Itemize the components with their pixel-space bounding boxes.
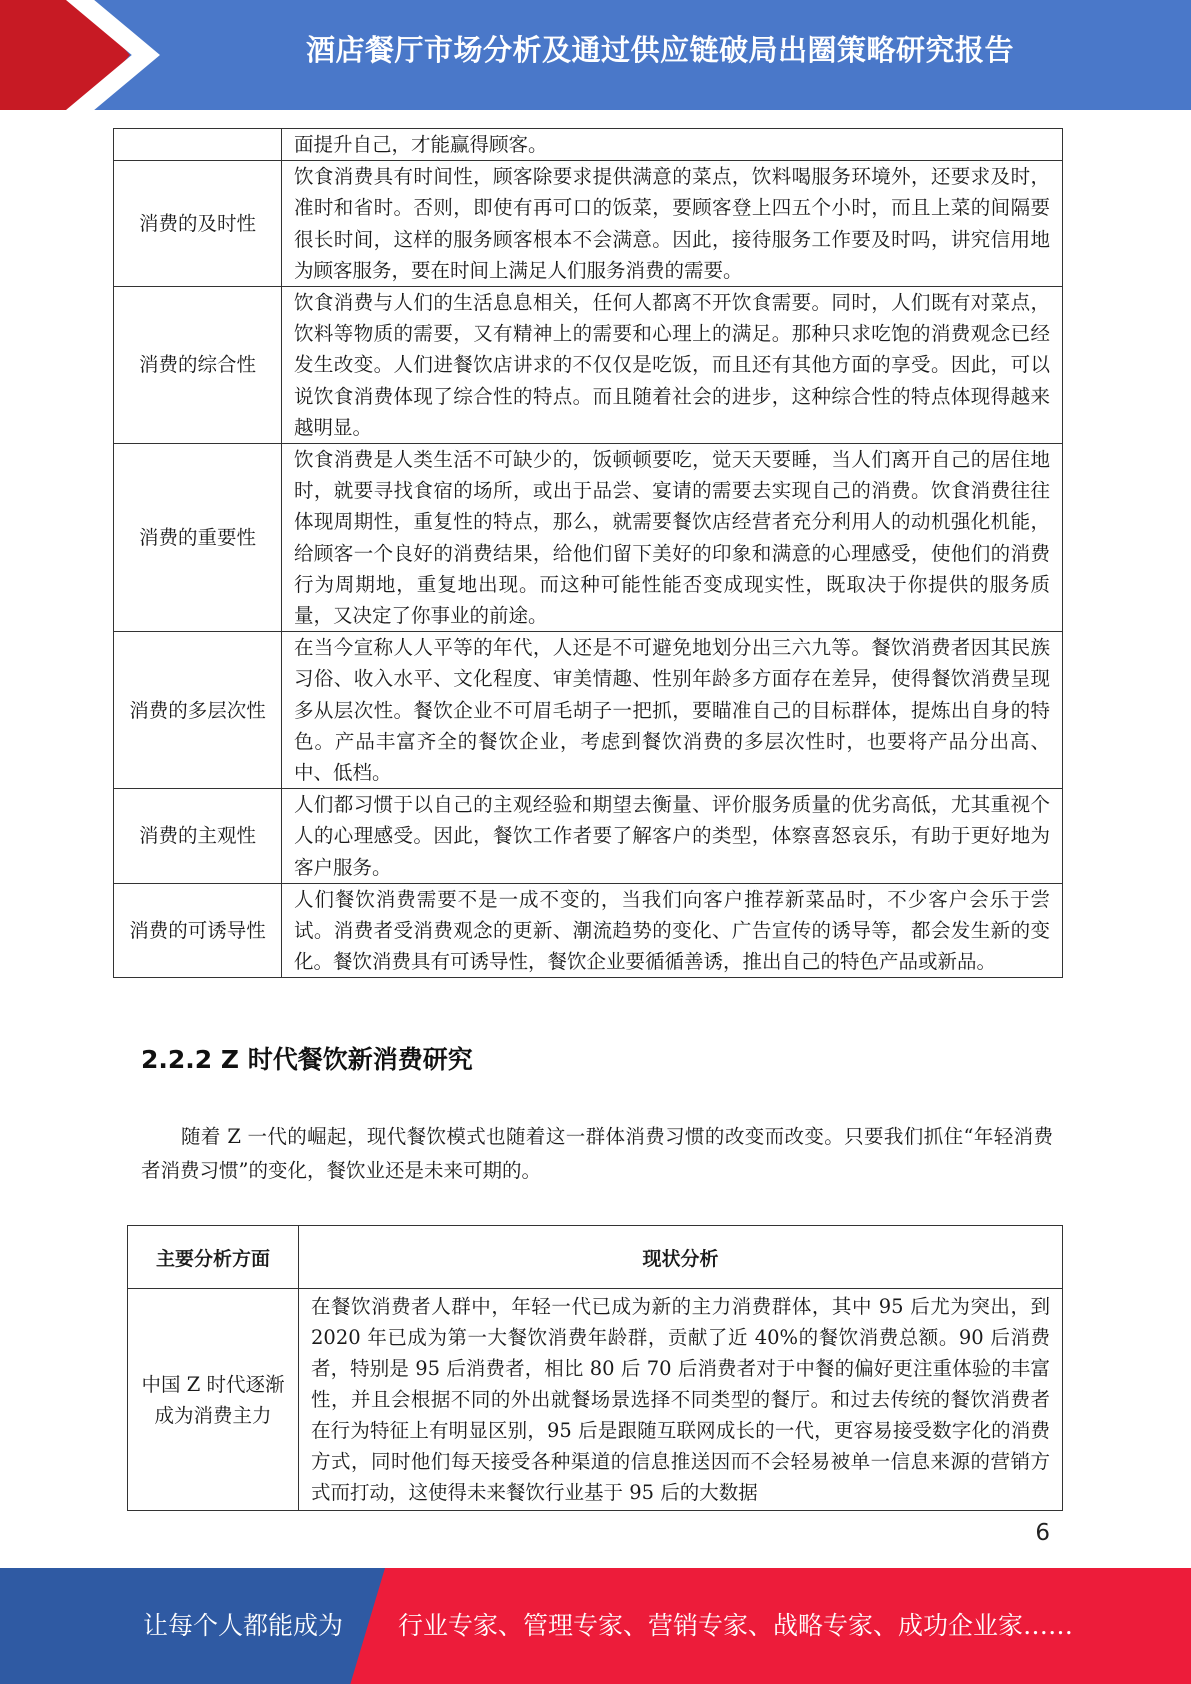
row-label: 中国 Z 时代逐渐成为消费主力 [128,1289,299,1511]
table-row [114,883,1063,978]
table-row [114,789,1063,884]
page-footer [0,1568,1191,1684]
footer-slogan-right: 行业专家、管理专家、营销专家、战略专家、成功企业家…… [398,1611,1074,1640]
table-row [114,161,1063,287]
section-heading: 2.2.2 Z 时代餐饮新消费研究 [141,1045,473,1074]
report-title: 酒店餐厅市场分析及通过供应链破局出圈策略研究报告 [305,33,1014,67]
page-header [0,0,1191,110]
row-label: 消费的主观性 [114,789,282,884]
row-label: 消费的可诱导性 [114,883,282,978]
consumption-characteristics-table [113,128,1063,978]
column-header-aspect: 主要分析方面 [128,1226,299,1289]
row-description: 在当今宣称人人平等的年代，人还是不可避免地划分出三六九等。餐饮消费者因其民族习俗、收入水平、文化程度、审美情趣、性别年龄多方面存在差异，使得餐饮消费呈现多从层次性。餐饮企业不可眉毛胡子一把抓，要瞄准自己的目标群体，提炼出自身的特色。产品丰富齐全的餐饮企业，考虑到餐饮消费的多层次性时，也要将产品分出高、中、低档。 [282,632,1063,789]
table-row [114,632,1063,789]
row-label: 消费的综合性 [114,287,282,444]
table-header-row [128,1226,1063,1289]
footer-slogan-left: 让每个人都能成为 [143,1611,344,1640]
row-description: 面提升自己，才能赢得顾客。 [282,129,1063,161]
row-description: 在餐饮消费者人群中，年轻一代已成为新的主力消费群体，其中 95 后尤为突出，到 2020 年已成为第一大餐饮消费年龄群，贡献了近 40%的餐饮消费总额。90 后消费者，特别是 95 后消费者，相比 80 后 70 后消费者对于中餐的偏好更注重体验的丰富性，并且会根据不同的外出就餐场景选择不同类型的餐厅。和过去传统的餐饮消费者在行为特征上有明显区别，95 后是跟随互联网成长的一代，更容易接受数字化的消费方式，同时他们每天接受各种渠道的信息推送因而不会轻易被单一信息来源的营销方式而打动，这使得未来餐饮行业基于 95 后的大数据 [299,1289,1063,1511]
table-row [114,287,1063,444]
row-description: 饮食消费与人们的生活息息相关，任何人都离不开饮食需要。同时，人们既有对菜点，饮料等物质的需要，又有精神上的需要和心理上的满足。那种只求吃饱的消费观念已经发生改变。人们进餐饮店讲求的不仅仅是吃饭，而且还有其他方面的享受。因此，可以说饮食消费体现了综合性的特点。而且随着社会的进步，这种综合性的特点体现得越来越明显。 [282,287,1063,444]
column-header-analysis: 现状分析 [299,1226,1063,1289]
row-label: 消费的重要性 [114,444,282,632]
row-description: 人们餐饮消费需要不是一成不变的，当我们向客户推荐新菜品时，不少客户会乐于尝试。消费者受消费观念的更新、潮流趋势的变化、广告宣传的诱导等，都会发生新的变化。餐饮消费具有可诱导性，餐饮企业要循循善诱，推出自己的特色产品或新品。 [282,883,1063,978]
table-row [114,129,1063,161]
section-paragraph: 随着 Z 一代的崛起，现代餐饮模式也随着这一群体消费习惯的改变而改变。只要我们抓住“年轻消费者消费习惯”的变化，餐饮业还是未来可期的。 [141,1125,1053,1182]
page-number: 6 [1035,1520,1050,1546]
row-label: 消费的多层次性 [114,632,282,789]
row-description: 人们都习惯于以自己的主观经验和期望去衡量、评价服务质量的优劣高低，尤其重视个人的心理感受。因此，餐饮工作者要了解客户的类型，体察喜怒哀乐，有助于更好地为客户服务。 [282,789,1063,884]
row-label: 消费的及时性 [114,161,282,287]
row-description: 饮食消费是人类生活不可缺少的，饭顿顿要吃，觉天天要睡，当人们离开自己的居住地时，就要寻找食宿的场所，或出于品尝、宴请的需要去实现自己的消费。饮食消费往往体现周期性，重复性的特点，那么，就需要餐饮店经营者充分利用人的动机强化机能，给顾客一个良好的消费结果，给他们留下美好的印象和满意的心理感受，使他们的消费行为周期地，重复地出现。而这种可能性能否变成现实性，既取决于你提供的服务质量，又决定了你事业的前途。 [282,444,1063,632]
row-description: 饮食消费具有时间性，顾客除要求提供满意的菜点，饮料喝服务环境外，还要求及时，准时和省时。否则，即使有再可口的饭菜，要顾客登上四五个小时，而且上菜的间隔要很长时间，这样的服务顾客根本不会满意。因此，接待服务工作要及时吗，讲究信用地为顾客服务，要在时间上满足人们服务消费的需要。 [282,161,1063,287]
table-row [128,1289,1063,1511]
row-label [114,129,282,161]
z-generation-analysis-table [127,1225,1063,1511]
table-row [114,444,1063,632]
